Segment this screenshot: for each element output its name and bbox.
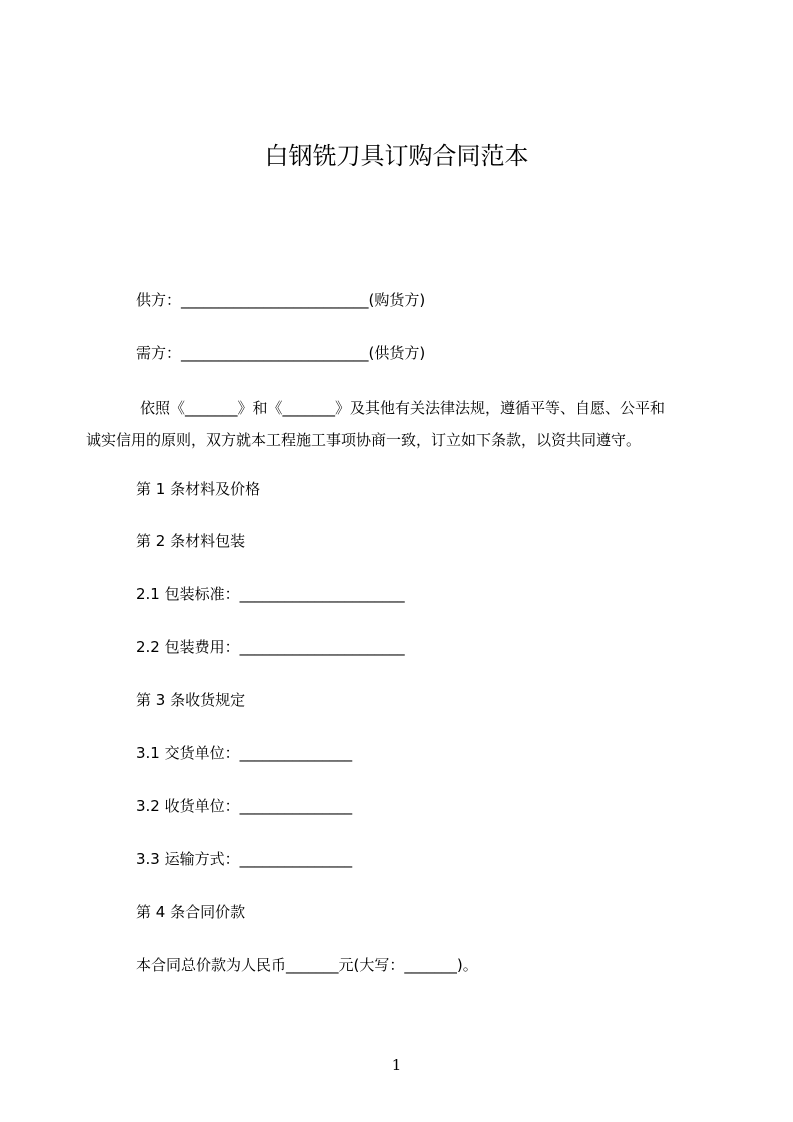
supplier-line: 供方：_________________________(购货方) bbox=[136, 291, 426, 309]
item-3-2: 3.2 收货单位：_______________ bbox=[136, 797, 353, 815]
section-3-heading: 第 3 条收货规定 bbox=[136, 691, 246, 709]
section-1-heading: 第 1 条材料及价格 bbox=[136, 480, 261, 498]
item-2-1: 2.1 包装标准：______________________ bbox=[136, 585, 405, 603]
intro-line-2: 诚实信用的原则，双方就本工程施工事项协商一致，订立如下条款，以资共同遵守。 bbox=[86, 431, 642, 449]
contract-title: 白钢铣刀具订购合同范本 bbox=[264, 142, 529, 170]
buyer-line: 需方：_________________________(供货方) bbox=[136, 344, 426, 362]
item-2-2: 2.2 包装费用：______________________ bbox=[136, 638, 405, 656]
item-3-3: 3.3 运输方式：_______________ bbox=[136, 850, 353, 868]
intro-paragraph bbox=[86, 392, 711, 456]
section-2-heading: 第 2 条材料包装 bbox=[136, 532, 246, 550]
section-4-heading: 第 4 条合同价款 bbox=[136, 903, 246, 921]
page-number: 1 bbox=[391, 1056, 402, 1074]
price-line: 本合同总价款为人民币_______元(大写：_______)。 bbox=[136, 956, 478, 974]
intro-line-1: 依照《_______》和《_______》及其他有关法律法规，遵循平等、自愿、公平和 bbox=[140, 399, 666, 417]
item-3-1: 3.1 交货单位：_______________ bbox=[136, 744, 353, 762]
